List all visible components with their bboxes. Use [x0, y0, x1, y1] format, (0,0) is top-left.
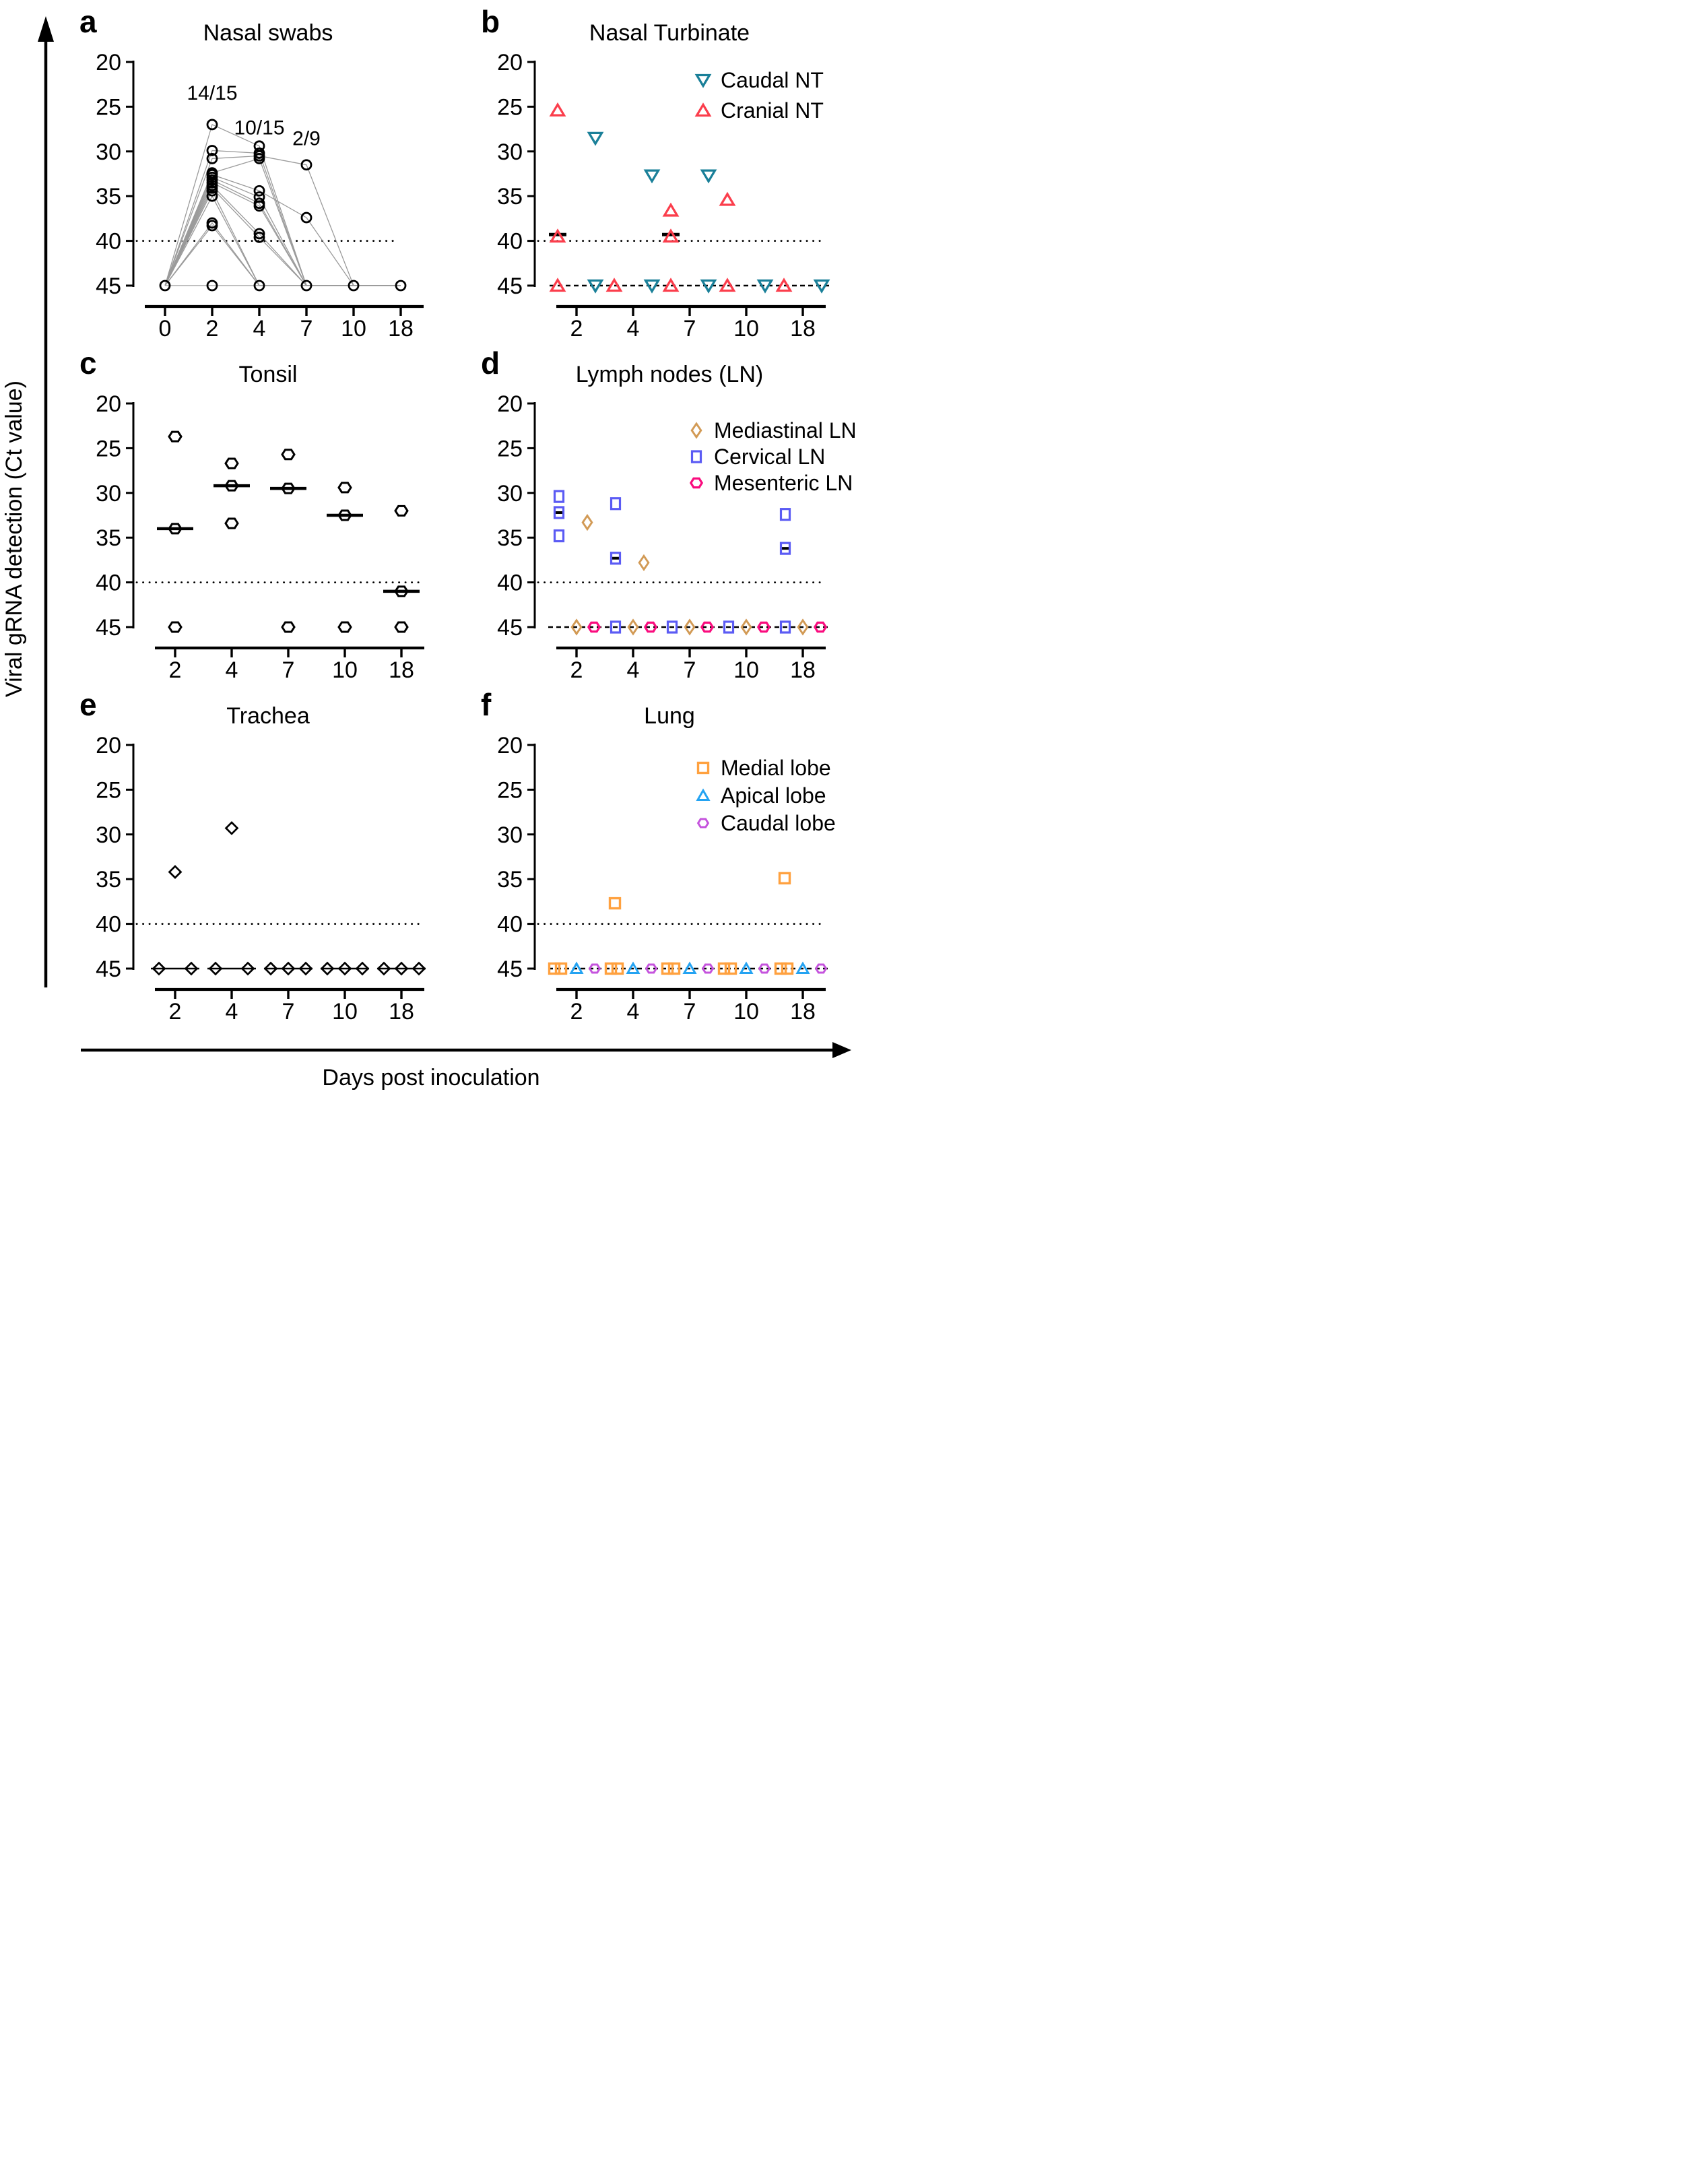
- panel-a-letter: a: [79, 4, 97, 39]
- panel-c-plot: [54, 341, 455, 683]
- apical-lobe-legend-icon: [698, 791, 709, 800]
- legend-label: Caudal lobe: [721, 811, 836, 835]
- panel-a-title: Nasal swabs: [203, 20, 333, 46]
- trajectory-line: [165, 223, 401, 286]
- y-axis-label: Viral gRNA detection (Ct value): [1, 381, 27, 697]
- panel-d: [455, 341, 857, 683]
- svg-text:45: 45: [96, 615, 121, 641]
- tonsil-marker: [226, 459, 238, 468]
- svg-text:40: 40: [96, 570, 121, 596]
- svg-text:20: 20: [497, 733, 523, 758]
- panel-b-letter: b: [481, 4, 500, 39]
- svg-text:20: 20: [96, 391, 121, 417]
- x-axis-arrowhead-icon: [832, 1042, 851, 1058]
- svg-text:18: 18: [790, 657, 816, 683]
- positivity-annotation: 10/15: [234, 117, 285, 139]
- caudal-nt-marker: [759, 281, 772, 292]
- svg-text:18: 18: [389, 657, 414, 683]
- svg-text:40: 40: [497, 570, 523, 596]
- cervical-ln-marker: [555, 491, 564, 502]
- svg-text:25: 25: [96, 94, 121, 121]
- tonsil-marker: [169, 432, 181, 441]
- svg-text:10: 10: [341, 316, 366, 341]
- svg-text:7: 7: [282, 999, 295, 1024]
- y-axis-region: [0, 0, 54, 1024]
- legend-label: Apical lobe: [721, 783, 826, 808]
- panel-c-title: Tonsil: [238, 362, 298, 387]
- svg-text:20: 20: [497, 50, 523, 75]
- svg-text:30: 30: [497, 139, 523, 165]
- svg-text:10: 10: [733, 657, 759, 683]
- panel-f: [455, 683, 857, 1024]
- svg-text:4: 4: [626, 657, 640, 683]
- svg-text:45: 45: [96, 273, 121, 299]
- cervical-ln-marker: [781, 509, 790, 520]
- legend-item-mesenteric-ln: [691, 471, 853, 495]
- trajectory-line: [165, 156, 401, 286]
- tonsil-series: [169, 432, 407, 632]
- svg-text:25: 25: [497, 94, 523, 121]
- svg-text:20: 20: [497, 391, 523, 417]
- svg-text:4: 4: [626, 999, 640, 1024]
- cranial-nt-marker: [665, 205, 678, 216]
- svg-text:45: 45: [96, 956, 121, 982]
- caudal-nt-marker: [702, 281, 715, 292]
- svg-text:7: 7: [683, 999, 696, 1024]
- medial-lobe-marker: [610, 899, 620, 909]
- trajectory-line: [165, 180, 401, 286]
- legend-item-cranial-nt: [697, 98, 824, 123]
- svg-text:18: 18: [388, 316, 414, 341]
- trajectory-line: [165, 183, 401, 286]
- svg-text:45: 45: [497, 273, 523, 299]
- legend-label: Cervical LN: [714, 445, 826, 469]
- cranial-nt-marker: [721, 194, 734, 205]
- svg-text:25: 25: [497, 777, 523, 804]
- legend-item-cervical-ln: [692, 445, 826, 469]
- svg-text:35: 35: [96, 525, 121, 552]
- svg-text:7: 7: [282, 657, 295, 683]
- panel-f-title: Lung: [644, 703, 695, 729]
- caudal-nt-marker: [589, 281, 602, 292]
- panel-a: [54, 0, 455, 341]
- panel-b-plot: [455, 0, 857, 341]
- legend-label: Medial lobe: [721, 756, 831, 780]
- svg-text:35: 35: [96, 184, 121, 210]
- svg-text:18: 18: [790, 999, 816, 1024]
- tonsil-marker: [226, 519, 238, 528]
- caudal-nt-series: [589, 133, 828, 291]
- svg-text:20: 20: [96, 50, 121, 75]
- svg-text:10: 10: [332, 999, 358, 1024]
- svg-text:7: 7: [300, 316, 313, 341]
- panel-e-title: Trachea: [226, 703, 310, 729]
- svg-text:30: 30: [96, 822, 121, 848]
- legend-label: Mesenteric LN: [714, 471, 853, 495]
- mediastinal-ln-marker: [583, 516, 592, 529]
- tonsil-marker: [282, 622, 294, 632]
- trajectory-line: [165, 226, 401, 286]
- caudal-nt-marker: [646, 170, 659, 181]
- svg-text:35: 35: [497, 184, 523, 210]
- tonsil-marker: [395, 506, 407, 515]
- tonsil-marker: [395, 622, 407, 632]
- medial-lobe-legend-icon: [698, 763, 709, 773]
- cervical-ln-marker: [612, 498, 620, 509]
- mediastinal-ln-marker: [639, 556, 649, 569]
- panel-c-letter: c: [79, 346, 97, 381]
- svg-text:4: 4: [253, 316, 266, 341]
- medial-lobe-marker: [780, 873, 790, 883]
- svg-text:40: 40: [497, 911, 523, 938]
- trajectory-line: [165, 177, 401, 286]
- svg-text:2: 2: [570, 316, 583, 341]
- mesenteric-ln-legend-icon: [691, 478, 702, 487]
- legend-item-medial-lobe: [698, 756, 831, 780]
- legend-label: Caudal NT: [721, 68, 824, 92]
- svg-text:18: 18: [790, 316, 816, 341]
- x-axis-label: Days post inoculation: [322, 1065, 540, 1090]
- tonsil-marker: [339, 622, 351, 632]
- mediastinal-ln-legend-icon: [692, 424, 701, 437]
- svg-text:30: 30: [497, 822, 523, 848]
- legend-item-apical-lobe: [698, 783, 826, 808]
- panel-a-plot: [54, 0, 455, 341]
- x-axis-region: [0, 1024, 857, 1091]
- panel-e-plot: [54, 683, 455, 1024]
- svg-text:30: 30: [96, 480, 121, 507]
- trachea-marker: [226, 822, 238, 834]
- trachea-marker: [170, 866, 181, 878]
- svg-text:10: 10: [332, 657, 358, 683]
- svg-text:25: 25: [96, 436, 121, 462]
- svg-text:4: 4: [225, 657, 238, 683]
- y-axis-arrowhead-icon: [38, 16, 54, 42]
- svg-text:40: 40: [96, 228, 121, 255]
- caudal-nt-legend-icon: [697, 75, 710, 86]
- panel-d-plot: [455, 341, 857, 683]
- svg-text:35: 35: [96, 867, 121, 893]
- svg-text:30: 30: [96, 139, 121, 165]
- svg-text:7: 7: [683, 657, 696, 683]
- svg-text:4: 4: [225, 999, 238, 1024]
- cervical-ln-legend-icon: [692, 451, 701, 462]
- svg-text:10: 10: [733, 316, 759, 341]
- svg-text:30: 30: [497, 480, 523, 507]
- cranial-nt-marker: [552, 104, 564, 115]
- panels-grid: [54, 0, 857, 1024]
- positivity-annotation: 14/15: [187, 82, 238, 104]
- tonsil-marker: [282, 450, 294, 459]
- svg-text:2: 2: [168, 657, 182, 683]
- panel-e: [54, 683, 455, 1024]
- svg-text:35: 35: [497, 525, 523, 552]
- positivity-annotation: 2/9: [292, 127, 321, 150]
- panel-b: [455, 0, 857, 341]
- svg-text:45: 45: [497, 615, 523, 641]
- panel-d-title: Lymph nodes (LN): [575, 362, 764, 387]
- svg-text:40: 40: [96, 911, 121, 938]
- panel-e-letter: e: [79, 687, 97, 722]
- cranial-nt-legend-icon: [697, 105, 710, 116]
- caudal-nt-marker: [816, 281, 828, 292]
- svg-text:4: 4: [626, 316, 640, 341]
- tonsil-marker: [169, 622, 181, 632]
- panel-b-title: Nasal Turbinate: [589, 20, 750, 46]
- svg-text:25: 25: [96, 777, 121, 804]
- caudal-nt-marker: [702, 170, 715, 181]
- figure-canvas: [0, 0, 857, 1091]
- panel-f-letter: f: [481, 687, 492, 722]
- panel-d-letter: d: [481, 346, 500, 381]
- legend-item-caudal-lobe: [698, 811, 836, 835]
- panel-f-plot: [455, 683, 857, 1024]
- cervical-ln-marker: [555, 531, 564, 542]
- svg-text:45: 45: [497, 956, 523, 982]
- mediastinal-ln-series: [572, 516, 808, 634]
- legend-label: Cranial NT: [721, 98, 824, 123]
- trachea-series: [154, 822, 425, 974]
- svg-text:35: 35: [497, 867, 523, 893]
- cranial-nt-series: [552, 104, 791, 290]
- svg-text:2: 2: [570, 999, 583, 1024]
- caudal-nt-marker: [646, 281, 659, 292]
- svg-text:0: 0: [158, 316, 172, 341]
- legend-item-mediastinal-ln: [692, 418, 856, 443]
- legend-label: Mediastinal LN: [714, 418, 857, 443]
- svg-text:25: 25: [497, 436, 523, 462]
- trajectory-line: [165, 158, 401, 286]
- svg-text:2: 2: [570, 657, 583, 683]
- caudal-nt-marker: [589, 133, 602, 143]
- svg-text:18: 18: [389, 999, 414, 1024]
- svg-text:40: 40: [497, 228, 523, 255]
- cervical-ln-series: [555, 491, 790, 632]
- caudal-lobe-legend-icon: [698, 819, 709, 827]
- svg-text:7: 7: [683, 316, 696, 341]
- tonsil-marker: [339, 483, 351, 492]
- svg-text:2: 2: [168, 999, 182, 1024]
- svg-text:2: 2: [205, 316, 219, 341]
- nasal-swab-series: [160, 120, 405, 290]
- svg-text:20: 20: [96, 733, 121, 758]
- panel-c: [54, 341, 455, 683]
- legend-item-caudal-nt: [697, 68, 824, 92]
- svg-text:10: 10: [733, 999, 759, 1024]
